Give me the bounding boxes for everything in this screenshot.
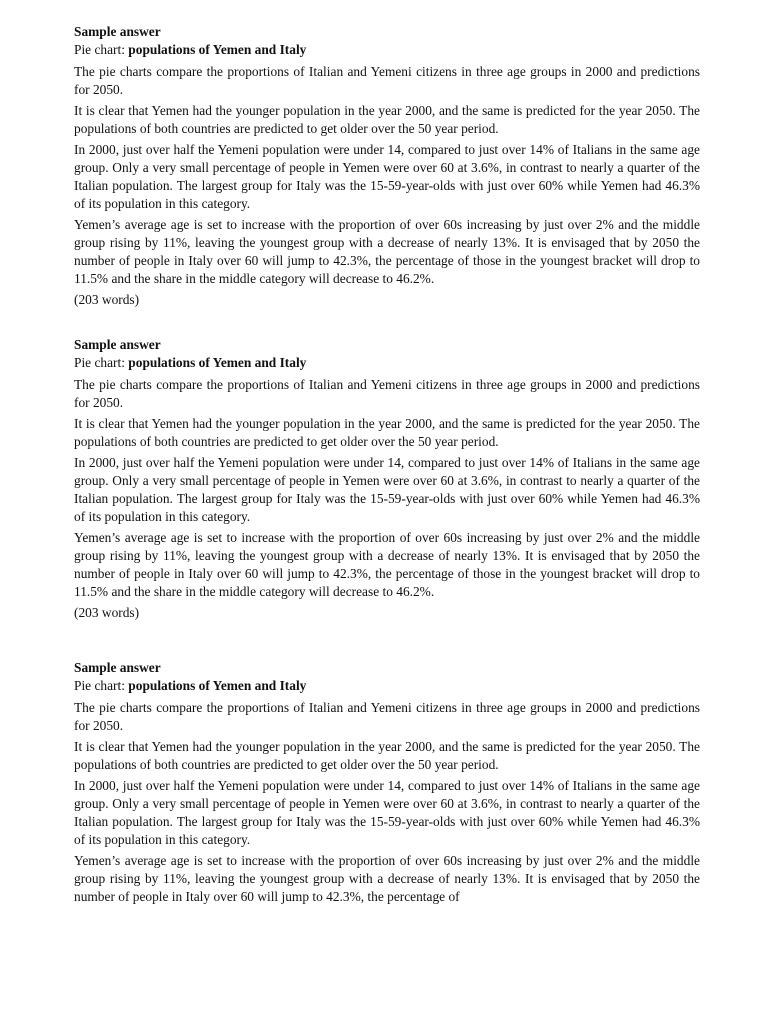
subheading-title: populations of Yemen and Italy	[128, 678, 307, 693]
paragraph: It is clear that Yemen had the younger population in the year 2000, and the same is predicted for the year 2050. The populations of both countries are predicted to get older over the 50 year period.	[74, 739, 700, 772]
section-subheading	[74, 677, 700, 695]
section-heading: Sample answer	[74, 24, 161, 39]
paragraph: The pie charts compare the proportions of Italian and Yemeni citizens in three age groups in 2000 and predictions for 2050.	[74, 377, 700, 410]
section-heading: Sample answer	[74, 337, 161, 352]
paragraph: In 2000, just over half the Yemeni population were under 14, compared to just over 14% of Italians in the same age group. Only a very small percentage of people in Yemen were over 60 at 3.6%, in contrast to nearly a quarter of the Italian population. The largest group for Italy was the 15-59-year-olds with just over 60% while Yemen had 46.3% of its population in this category.	[74, 778, 700, 847]
paragraph: It is clear that Yemen had the younger population in the year 2000, and the same is predicted for the year 2050. The populations of both countries are predicted to get older over the 50 year period.	[74, 416, 700, 449]
section-heading: Sample answer	[74, 660, 161, 675]
section-subheading	[74, 41, 700, 59]
subheading-title: populations of Yemen and Italy	[128, 355, 307, 370]
paragraph: It is clear that Yemen had the younger population in the year 2000, and the same is predicted for the year 2050. The populations of both countries are predicted to get older over the 50 year period.	[74, 103, 700, 136]
subheading-title: populations of Yemen and Italy	[128, 42, 307, 57]
sample-answer-section	[74, 23, 700, 309]
paragraph: The pie charts compare the proportions of Italian and Yemeni citizens in three age groups in 2000 and predictions for 2050.	[74, 64, 700, 97]
word-count: (203 words)	[74, 605, 140, 620]
document-page	[74, 23, 700, 909]
word-count: (203 words)	[74, 292, 140, 307]
sample-answer-section	[74, 659, 700, 906]
subheading-prefix: Pie chart:	[74, 678, 129, 693]
paragraph: In 2000, just over half the Yemeni population were under 14, compared to just over 14% of Italians in the same age group. Only a very small percentage of people in Yemen were over 60 at 3.6%, in contrast to nearly a quarter of the Italian population. The largest group for Italy was the 15-59-year-olds with just over 60% while Yemen had 46.3% of its population in this category.	[74, 142, 700, 211]
paragraph: Yemen’s average age is set to increase with the proportion of over 60s increasing by just over 2% and the middle group rising by 11%, leaving the youngest group with a decrease of nearly 13%. It is envisaged that by 2050 the number of people in Italy over 60 will jump to 42.3%, the percentage of those in the youngest bracket will drop to 11.5% and the share in the middle category will decrease to 46.2%.	[74, 530, 700, 599]
paragraph: In 2000, just over half the Yemeni population were under 14, compared to just over 14% of Italians in the same age group. Only a very small percentage of people in Yemen were over 60 at 3.6%, in contrast to nearly a quarter of the Italian population. The largest group for Italy was the 15-59-year-olds with just over 60% while Yemen had 46.3% of its population in this category.	[74, 455, 700, 524]
subheading-prefix: Pie chart:	[74, 355, 129, 370]
paragraph: Yemen’s average age is set to increase with the proportion of over 60s increasing by just over 2% and the middle group rising by 11%, leaving the youngest group with a decrease of nearly 13%. It is envisaged that by 2050 the number of people in Italy over 60 will jump to 42.3%, the percentage of those in the youngest bracket will drop to 11.5% and the share in the middle category will decrease to 46.2%.	[74, 217, 700, 286]
paragraph: Yemen’s average age is set to increase with the proportion of over 60s increasing by just over 2% and the middle group rising by 11%, leaving the youngest group with a decrease of nearly 13%. It is envisaged that by 2050 the number of people in Italy over 60 will jump to 42.3%, the percentage of	[74, 853, 700, 904]
paragraph: The pie charts compare the proportions of Italian and Yemeni citizens in three age groups in 2000 and predictions for 2050.	[74, 700, 700, 733]
subheading-prefix: Pie chart:	[74, 42, 129, 57]
sample-answer-section	[74, 336, 700, 622]
section-subheading	[74, 354, 700, 372]
